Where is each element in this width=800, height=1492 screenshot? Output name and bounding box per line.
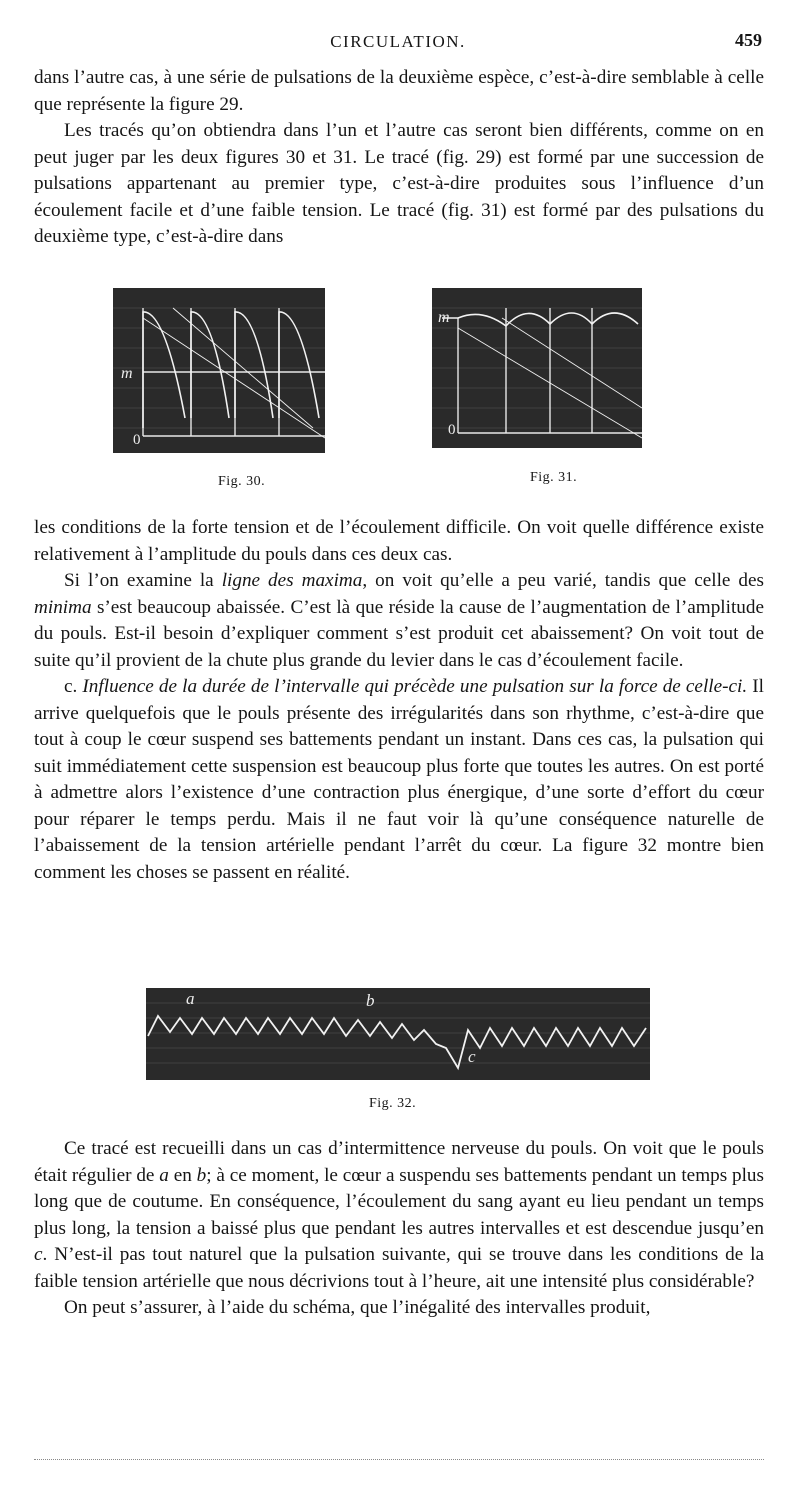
paragraph-1: dans l’autre cas, à une série de pulsations de la deuxième espèce, c’est-à-dire semblable à celle que représente la figure 29. xyxy=(34,67,764,115)
p4-emphasis-maxima: ligne des maxima xyxy=(221,570,363,591)
p6-text-d: . N’est-il pas tout naturel que la pulsation suivante, qui se trouve dans les conditions de la faible tension artérielle que nous décrivions tout à l’heure, ait une intensité plus considérable? xyxy=(34,1244,764,1292)
p6-text-a: Ce tracé est recueilli dans un cas d’intermittence nerveuse du pouls. On voit que le pouls était régulier de xyxy=(34,1138,764,1186)
fig31-caption: Fig. 31. xyxy=(530,470,578,485)
fig30-caption: Fig. 30. xyxy=(218,474,266,489)
fig30-label-0: 0 xyxy=(133,432,141,448)
fig30-plate xyxy=(113,288,325,453)
p6-emphasis-a: a xyxy=(159,1164,169,1186)
fig31-label-0: 0 xyxy=(448,422,456,438)
figure-32 xyxy=(146,988,650,1080)
text-block-middle xyxy=(34,515,764,886)
p6-text-b: en xyxy=(168,1164,197,1186)
p5-text: Il arrive quelquefois que le pouls présente des irrégularités dans son rhythme, c’est-à-dire que tout à coup le cœur suspend ses battements pendant un instant. Dans ces cas, la pulsation qui suit immédiatement cette suspension est beaucoup plus forte que toutes les autres. On est porté à admettre alors l’existence d’une contraction plus énergique, d’une sorte d’effort du cœur pour réparer le temps perdu. Mais il ne faut voir là qu’une conséquence naturelle de l’abaissement de la tension artérielle pendant l’arrêt du cœur. La figure 32 montre bien comment les choses se passent en réalité. xyxy=(34,676,764,883)
fig32-label-c: c xyxy=(468,1047,476,1066)
paragraph-7: On peut s’assurer, à l’aide du schéma, que l’inégalité des intervalles produit, xyxy=(64,1297,651,1318)
footer-rule xyxy=(34,1459,764,1460)
text-block-bottom xyxy=(34,1136,764,1322)
figure-31 xyxy=(432,288,642,448)
fig31-plate xyxy=(432,288,642,448)
paragraph-5 xyxy=(34,674,764,886)
page-number: 459 xyxy=(735,30,762,50)
fig32-plate xyxy=(146,988,650,1080)
fig30-label-m: m xyxy=(121,365,133,382)
p6-emphasis-c: c xyxy=(34,1244,43,1265)
fig31-label-m: m xyxy=(438,309,450,326)
p5-section-title: Influence de la durée de l’intervalle qui précède une pulsation sur la force de celle-ci. xyxy=(82,676,748,697)
fig32-label-a: a xyxy=(186,989,195,1008)
p5-marker: c. xyxy=(64,676,83,697)
figure-30 xyxy=(113,288,325,453)
p4-text-b: , on voit qu’elle a peu varié, tandis que celle des xyxy=(362,570,764,591)
p4-text-c: s’est beaucoup abaissée. C’est là que réside la cause de l’augmentation de l’amplitude du pouls. Est-il besoin d’expliquer comment s’est produit cet abaissement? On voit tout de suite qu’il provient de la chute plus grande du levier dans le cas d’écoulement facile. xyxy=(34,596,764,671)
running-head: CIRCULATION. xyxy=(330,32,466,51)
fig32-label-b: b xyxy=(366,991,375,1010)
p6-emphasis-b: b xyxy=(196,1164,207,1186)
fig32-caption: Fig. 32. xyxy=(369,1096,417,1111)
page-header xyxy=(34,28,762,54)
p4-text-a: Si l’on examine la xyxy=(64,570,222,591)
paragraph-2: Les tracés qu’on obtiendra dans l’un et l’autre cas seront bien différents, comme on en peut juger par les deux figures 30 et 31. Le tracé (fig. 29) est formé par une succession de pulsations appartenant au premier type, c’est-à-dire produites sous l’influence d’un écoulement facile et d’une faible tension. Le tracé (fig. 31) est formé par des pulsations du deuxième type, c’est-à-dire dans xyxy=(34,120,764,247)
paragraph-4 xyxy=(34,568,764,674)
p6-text-c: ; à ce moment, le cœur a suspendu ses battements pendant un temps plus long que de coutume. En conséquence, l’écoulement du sang ayant eu lieu pendant un temps plus long, la tension a baissé plus que pendant les autres intervalles et est descendue jusqu’en xyxy=(34,1164,764,1239)
text-block-top xyxy=(34,65,764,251)
p4-emphasis-minima: minima xyxy=(34,596,92,618)
paragraph-6 xyxy=(34,1136,764,1295)
paragraph-3: les conditions de la forte tension et de l’écoulement difficile. On voit quelle différence existe relativement à l’amplitude du pouls dans ces deux cas. xyxy=(34,517,764,565)
